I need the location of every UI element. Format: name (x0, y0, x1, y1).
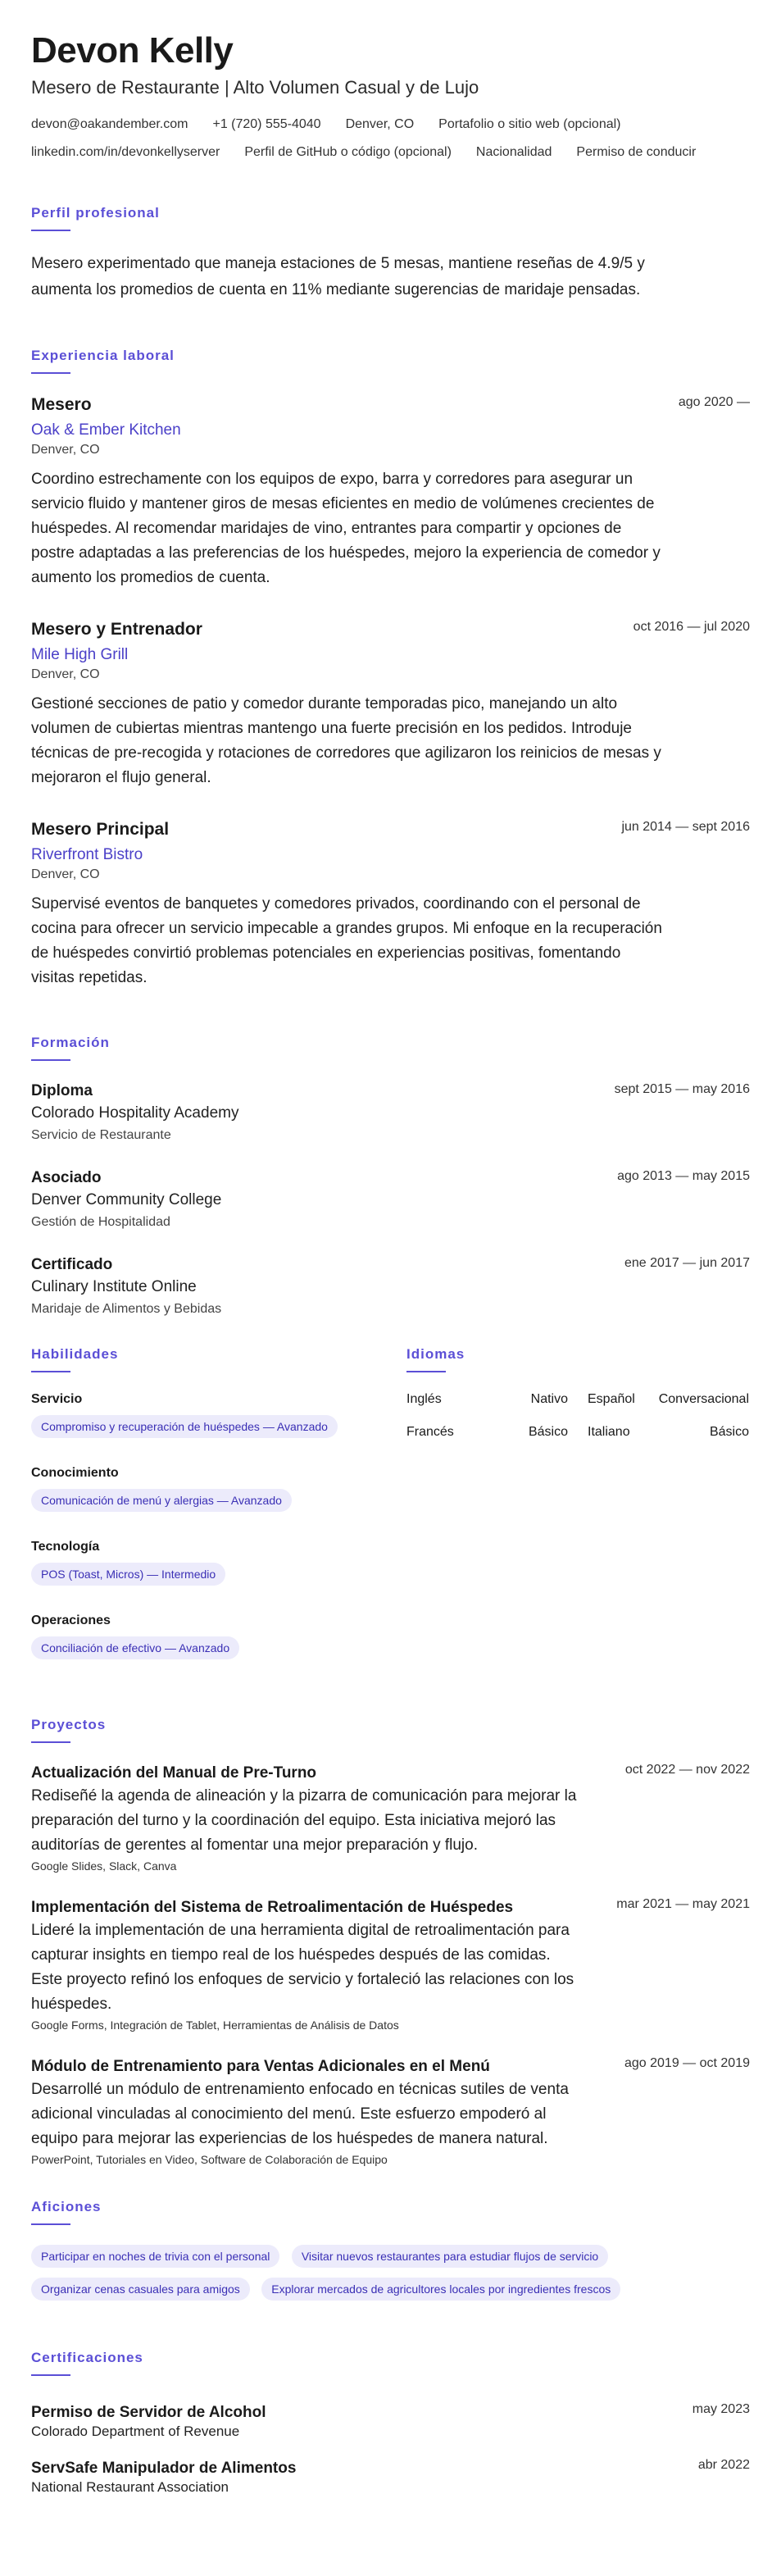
skill-category: Tecnología (31, 1540, 100, 1554)
section-title: Experiencia laboral (31, 348, 175, 363)
skill-chip: Conciliación de efectivo — Avanzado (31, 1636, 239, 1659)
project-description: Rediseñé la agenda de alineación y la pizarra de comunicación para mejorar la preparación del turno y la coordinación del equipo. Esta iniciativa mejoró las auditorías de gerentes al fomentar una mejor preparación y flujo. (31, 1787, 577, 1854)
skill-group (31, 1466, 374, 1522)
education-section (31, 1035, 750, 1317)
education-field: Maridaje de Alimentos y Bebidas (31, 1302, 222, 1316)
language-level: Básico (709, 1425, 749, 1439)
project-tools: Google Slides, Slack, Canva (31, 1859, 177, 1873)
project-title: Módulo de Entrenamiento para Ventas Adicionales en el Menú (31, 2058, 490, 2075)
experience-company: Mile High Grill (31, 646, 129, 663)
language-level: Básico (528, 1425, 568, 1439)
language-item (406, 1392, 568, 1407)
education-degree: Asociado (31, 1169, 102, 1186)
section-divider (31, 230, 70, 231)
certification-item (31, 2402, 750, 2440)
certifications-section (31, 2350, 750, 2496)
section-divider (31, 2374, 70, 2376)
section-title: Proyectos (31, 1717, 107, 1732)
certification-title: ServSafe Manipulador de Alimentos (31, 2460, 297, 2477)
section-divider (31, 2223, 70, 2225)
language-item (588, 1425, 749, 1440)
contact-nationality: Nacionalidad (475, 145, 552, 159)
language-item (406, 1425, 568, 1440)
contact-website[interactable]: Portafolio o sitio web (opcional) (438, 117, 621, 131)
project-title: Implementación del Sistema de Retroalimentación de Huéspedes (31, 1899, 514, 1916)
education-date: ene 2017 — jun 2017 (624, 1256, 750, 1270)
contact-github[interactable]: Perfil de GitHub o código (opcional) (244, 145, 452, 159)
experience-location: Denver, CO (31, 667, 100, 681)
section-divider (406, 1371, 446, 1372)
resume-header (31, 30, 750, 161)
project-description: Lideré la implementación de una herramienta digital de retroalimentación para capturar insights en tiempo real de los huéspedes después de las comidas. Este proyecto refinó los enfoques de servicio y fortaleció las relaciones con los huéspedes. (31, 1922, 574, 2013)
certification-date: may 2023 (692, 2402, 750, 2416)
experience-item (31, 818, 750, 990)
contact-list (31, 116, 736, 161)
experience-role: Mesero Principal (31, 820, 170, 839)
hobby-chip: Visitar nuevos restaurantes para estudiar flujos de servicio (292, 2245, 608, 2268)
certification-title: Permiso de Servidor de Alcohol (31, 2404, 266, 2421)
language-level: Conversacional (658, 1392, 749, 1406)
languages-section (406, 1346, 749, 1687)
project-date: mar 2021 — may 2021 (616, 1897, 750, 1911)
experience-item (31, 618, 750, 790)
skill-category: Operaciones (31, 1613, 111, 1627)
summary-text: Mesero experimentado que maneja estaciones de 5 mesas, mantiene reseñas de 4.9/5 y aumenta los promedios de cuenta en 11% mediante sugerencias de maridaje pensadas. (31, 255, 645, 298)
projects-section (31, 1717, 750, 2166)
skill-chip: POS (Toast, Micros) — Intermedio (31, 1563, 225, 1586)
experience-section (31, 348, 750, 990)
section-divider (31, 1741, 70, 1743)
certification-item (31, 2458, 750, 2496)
language-name: Francés (406, 1425, 454, 1439)
education-item (31, 1081, 750, 1143)
language-name: Inglés (406, 1392, 442, 1406)
project-tools: PowerPoint, Tutoriales en Video, Software de Colaboración de Equipo (31, 2153, 388, 2166)
skill-chip: Compromiso y recuperación de huéspedes — Avanzado (31, 1415, 338, 1438)
experience-role: Mesero (31, 395, 92, 414)
contact-driving-license: Permiso de conducir (576, 145, 697, 159)
education-field: Servicio de Restaurante (31, 1128, 171, 1142)
education-date: sept 2015 — may 2016 (614, 1082, 750, 1096)
language-level: Nativo (530, 1392, 568, 1406)
hobby-chip: Organizar cenas casuales para amigos (31, 2278, 250, 2301)
skill-category: Servicio (31, 1392, 83, 1406)
experience-description: Gestioné secciones de patio y comedor durante temporadas pico, manejando un alto volumen de cubiertas mientras mantengo una fuerte precisión en los pedidos. Introduje técnicas de pre-recogida y rotaciones de corredores que agilizaron los reinicios de mesas y mejoraron el flujo general. (31, 695, 661, 786)
certification-issuer: Colorado Department of Revenue (31, 2424, 240, 2439)
section-title: Formación (31, 1035, 110, 1050)
project-item (31, 1897, 750, 2032)
experience-role: Mesero y Entrenador (31, 620, 202, 639)
language-name: Español (588, 1392, 635, 1406)
section-title: Habilidades (31, 1346, 119, 1362)
section-title: Idiomas (406, 1346, 465, 1362)
experience-company: Riverfront Bistro (31, 846, 143, 863)
experience-location: Denver, CO (31, 443, 100, 457)
education-school: Colorado Hospitality Academy (31, 1104, 239, 1122)
education-degree: Diploma (31, 1082, 93, 1099)
language-list (406, 1392, 749, 1440)
experience-description: Supervisé eventos de banquetes y comedores privados, coordinando con el personal de cocina para ofrecer un servicio impecable a grandes grupos. Mi enfoque en la recuperación de huéspedes convirtió problemas potenciales en experiencias positivas, fomentando visitas repetidas. (31, 895, 662, 986)
summary-section (31, 205, 750, 303)
certification-date: abr 2022 (697, 2458, 750, 2472)
skills-languages-row (31, 1346, 750, 1687)
project-date: ago 2019 — oct 2019 (624, 2056, 750, 2070)
project-description: Desarrollé un módulo de entrenamiento enfocado en técnicas sutiles de venta adicional vinculadas al conocimiento del menú. Este esfuerzo empoderó al equipo para mejorar las experiencias de los huéspedes de manera natural. (31, 2081, 569, 2147)
skill-category: Conocimiento (31, 1466, 119, 1480)
hobby-list (31, 2245, 736, 2310)
language-name: Italiano (588, 1425, 630, 1439)
section-title: Certificaciones (31, 2350, 143, 2365)
certification-issuer: National Restaurant Association (31, 2479, 229, 2495)
project-tools: Google Forms, Integración de Tablet, Herramientas de Análisis de Datos (31, 2018, 399, 2032)
section-divider (31, 372, 70, 374)
skill-chip: Comunicación de menú y alergias — Avanzado (31, 1489, 292, 1512)
education-degree: Certificado (31, 1256, 113, 1273)
project-title: Actualización del Manual de Pre-Turno (31, 1764, 317, 1782)
experience-description: Coordino estrechamente con los equipos de expo, barra y corredores para asegurar un servicio fluido y mantener giros de mesas eficientes en medio de volúmenes crecientes de huéspedes. Al recomendar maridajes de vino, entrantes para compartir y opciones de postre adaptadas a las preferencias de los huéspedes, mejoro la experiencia de comedor y aumento los promedios de cuenta. (31, 471, 661, 586)
experience-company: Oak & Ember Kitchen (31, 421, 181, 439)
hobby-chip: Explorar mercados de agricultores locales por ingredientes frescos (261, 2278, 620, 2301)
hobbies-section (31, 2199, 750, 2310)
experience-location: Denver, CO (31, 867, 100, 881)
experience-date: jun 2014 — sept 2016 (621, 820, 750, 834)
skill-group (31, 1392, 374, 1448)
education-school: Culinary Institute Online (31, 1278, 197, 1295)
project-date: oct 2022 — nov 2022 (624, 1763, 750, 1777)
hobby-chip: Participar en noches de trivia con el personal (31, 2245, 279, 2268)
section-divider (31, 1059, 70, 1061)
education-item (31, 1167, 750, 1230)
skill-group (31, 1613, 374, 1669)
section-title: Perfil profesional (31, 205, 160, 221)
education-field: Gestión de Hospitalidad (31, 1215, 170, 1229)
skill-group (31, 1540, 374, 1595)
candidate-name: Devon Kelly (31, 30, 234, 71)
language-item (588, 1392, 749, 1407)
project-item (31, 1763, 750, 1873)
experience-date: oct 2016 — jul 2020 (633, 620, 750, 634)
contact-location: Denver, CO (345, 117, 415, 131)
contact-phone[interactable]: +1 (720) 555-4040 (212, 117, 321, 131)
section-title: Aficiones (31, 2199, 102, 2214)
experience-date: ago 2020 — (678, 395, 750, 409)
candidate-headline: Mesero de Restaurante | Alto Volumen Casual y de Lujo (31, 77, 479, 98)
section-divider (31, 1371, 70, 1372)
contact-linkedin[interactable]: linkedin.com/in/devonkellyserver (31, 145, 220, 159)
education-date: ago 2013 — may 2015 (617, 1169, 750, 1183)
skills-section (31, 1346, 374, 1687)
education-item (31, 1254, 750, 1317)
contact-email[interactable]: devon@oakandember.com (31, 117, 188, 131)
education-school: Denver Community College (31, 1191, 222, 1208)
project-item (31, 2056, 750, 2166)
experience-item (31, 394, 750, 590)
